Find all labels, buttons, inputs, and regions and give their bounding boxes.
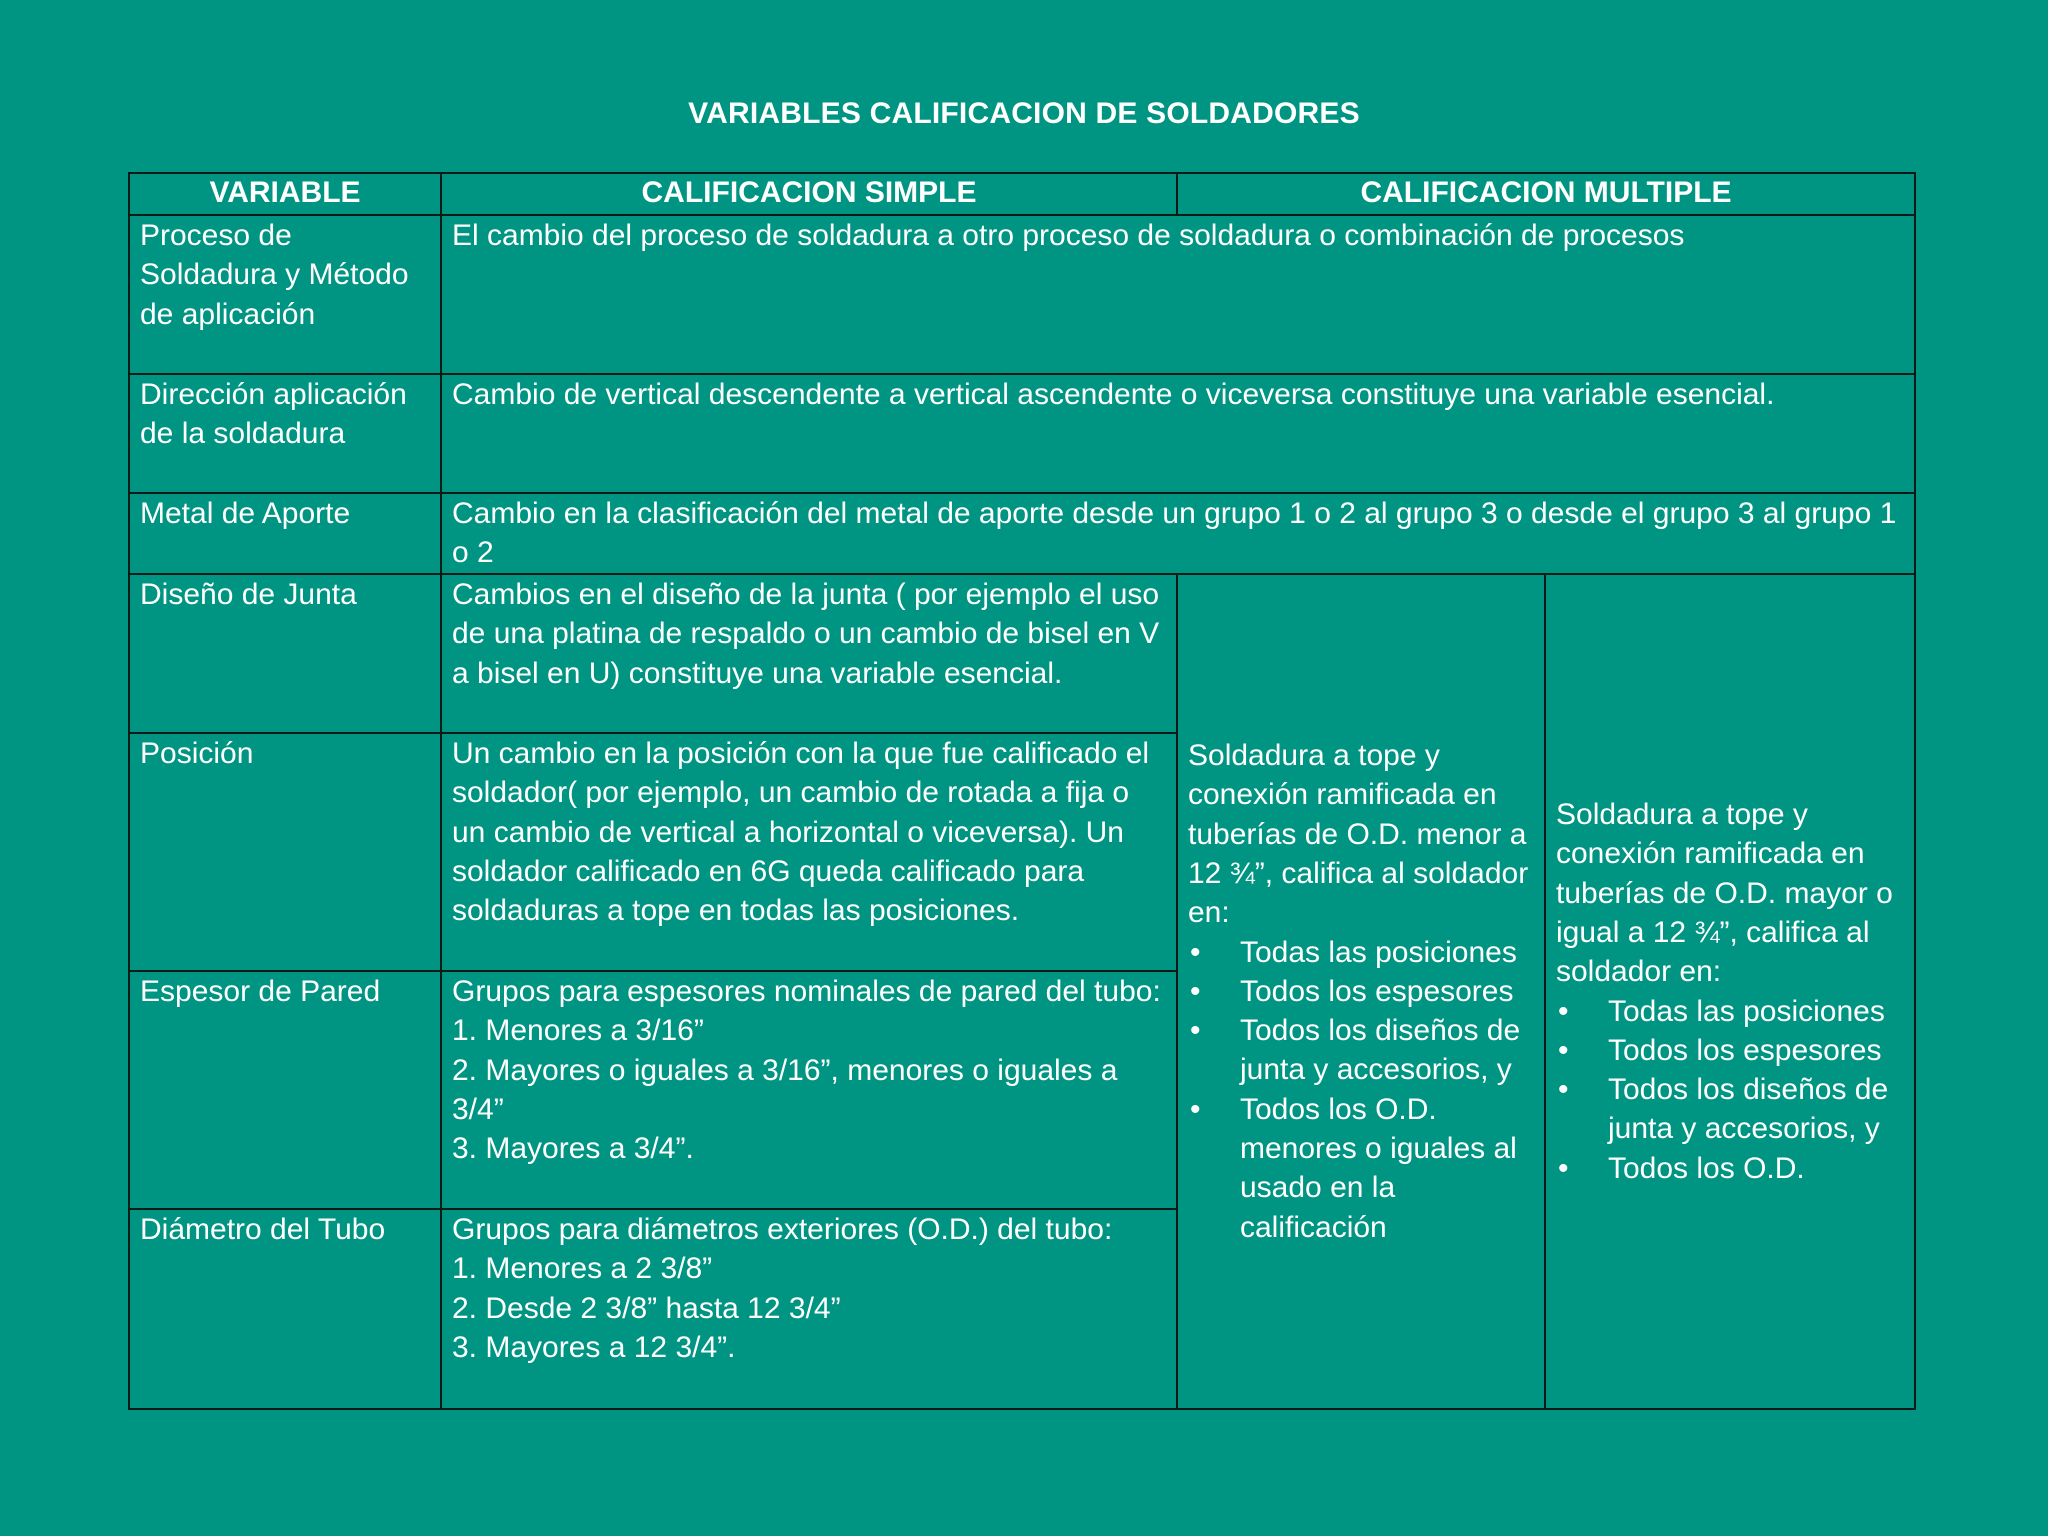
header-calificacion-simple: CALIFICACION SIMPLE (441, 173, 1177, 215)
multiple-od-mayor-cell (1545, 574, 1915, 1409)
description-cell: Cambio de vertical descendente a vertical ascendente o viceversa constituye una variable esencial. (441, 374, 1915, 493)
list-item: • Todos los O.D. (1556, 1149, 1904, 1188)
qualification-table (128, 172, 1916, 1410)
header-row (129, 173, 1915, 215)
list-item: • Todas las posiciones (1556, 992, 1904, 1031)
multiple-intro: Soldadura a tope y conexión ramificada en tuberías de O.D. menor a 12 ¾”, califica al soldador en: (1188, 739, 1529, 930)
variable-cell: Metal de Aporte (129, 493, 441, 574)
variable-cell: Proceso de Soldadura y Método de aplicación (129, 215, 441, 374)
variable-cell: Posición (129, 733, 441, 971)
list-item: • Todos los O.D. menores o iguales al usado en la calificación (1188, 1090, 1534, 1247)
description-cell: Cambios en el diseño de la junta ( por ejemplo el uso de una platina de respaldo o un cambio de bisel en V a bisel en U) constituye una variable esencial. (441, 574, 1177, 733)
page-title: VARIABLES CALIFICACION DE SOLDADORES (688, 97, 1360, 130)
description-line: 3. Mayores a 12 3/4”. (452, 1330, 736, 1364)
description-cell (441, 1209, 1177, 1409)
description-line: 2. Mayores o iguales a 3/16”, menores o iguales a 3/4” (452, 1053, 1118, 1126)
description-line: 2. Desde 2 3/8” hasta 12 3/4” (452, 1291, 841, 1325)
multiple-intro: Soldadura a tope y conexión ramificada en tuberías de O.D. mayor o igual a 12 ¾”, califica al soldador en: (1556, 798, 1893, 989)
header-variable: VARIABLE (129, 173, 441, 215)
variable-cell: Espesor de Pared (129, 971, 441, 1209)
description-line: 1. Menores a 2 3/8” (452, 1252, 713, 1286)
header-calificacion-multiple: CALIFICACION MULTIPLE (1177, 173, 1915, 215)
table-row (129, 493, 1915, 574)
variable-cell: Diseño de Junta (129, 574, 441, 733)
description-line: Grupos para espesores nominales de pared del tubo: (452, 975, 1161, 1008)
description-cell (441, 971, 1177, 1209)
list-item: • Todos los espesores (1188, 972, 1534, 1011)
list-item: • Todas las posiciones (1188, 933, 1534, 972)
variable-cell: Dirección aplicación de la soldadura (129, 374, 441, 493)
table-row (129, 215, 1915, 374)
multiple-od-menor-cell (1177, 574, 1545, 1409)
description-cell: Un cambio en la posición con la que fue calificado el soldador( por ejemplo, un cambio de rotada a fija o un cambio de vertical a horizontal o viceversa). Un soldador calificado en 6G queda calificado para soldaduras a tope en todas las posiciones. (441, 733, 1177, 971)
multiple-bullet-list (1188, 933, 1534, 1247)
description-cell: El cambio del proceso de soldadura a otro proceso de soldadura o combinación de procesos (441, 215, 1915, 374)
description-line: 1. Menores a 3/16” (452, 1014, 704, 1048)
description-cell: Cambio en la clasificación del metal de aporte desde un grupo 1 o 2 al grupo 3 o desde el grupo 3 al grupo 1 o 2 (441, 493, 1915, 574)
list-item: • Todos los diseños de junta y accesorios, y (1556, 1070, 1904, 1149)
variable-cell: Diámetro del Tubo (129, 1209, 441, 1409)
multiple-bullet-list (1556, 992, 1904, 1188)
list-item: • Todos los espesores (1556, 1031, 1904, 1070)
description-line: Grupos para diámetros exteriores (O.D.) del tubo: (452, 1213, 1113, 1246)
list-item: • Todos los diseños de junta y accesorios, y (1188, 1011, 1534, 1090)
description-line: 3. Mayores a 3/4”. (452, 1132, 694, 1166)
table-row (129, 574, 1915, 733)
table-row (129, 374, 1915, 493)
